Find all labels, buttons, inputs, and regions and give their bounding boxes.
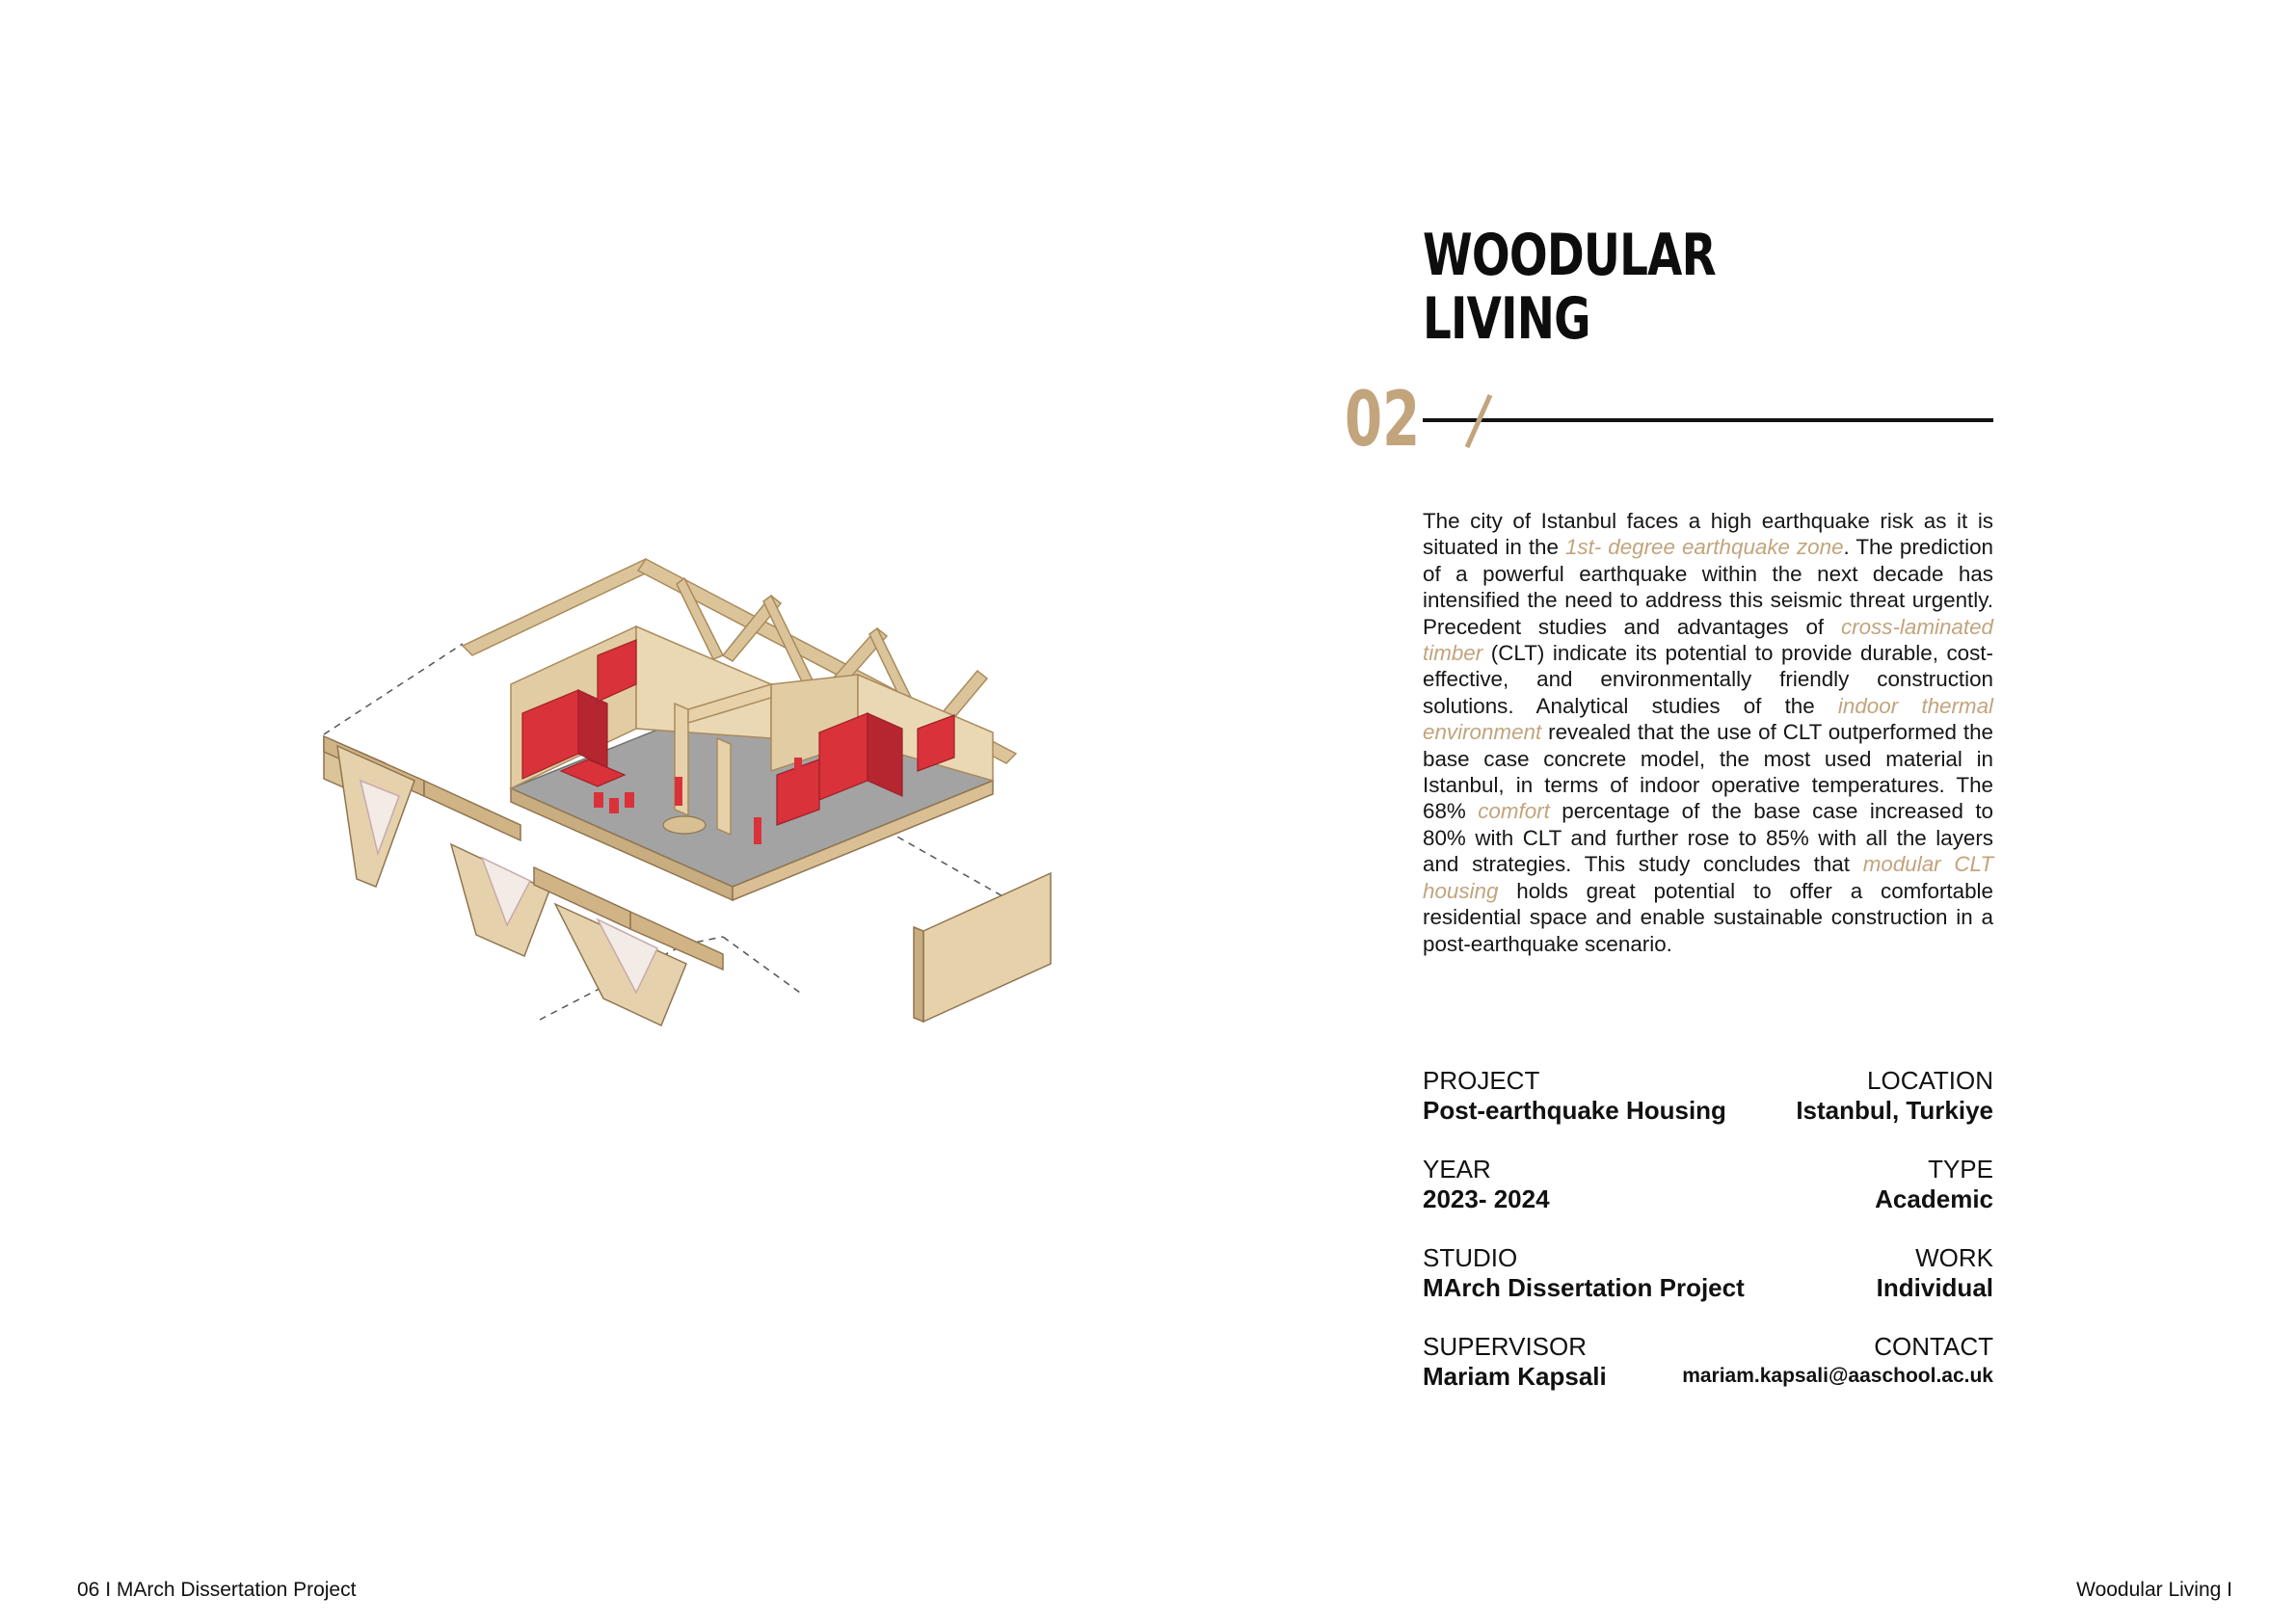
- description-text: (CLT) indicate its potential to provide durable, cost-effective, and environmentally friendly construction solutions. Analytical studies of the: [1423, 641, 1993, 718]
- studio-label: STUDIO: [1423, 1243, 1518, 1272]
- project-title: [1423, 224, 1716, 351]
- project-label: PROJECT: [1423, 1066, 1540, 1095]
- info-row-project: [1423, 1066, 1993, 1128]
- highlight-thermal-environment: indoor thermal environment: [1423, 693, 1994, 745]
- round-table: [663, 816, 706, 834]
- location-value: Istanbul, Turkiye: [1796, 1096, 1993, 1125]
- highlight-comfort: comfort: [1478, 799, 1550, 824]
- description-text: holds great potential to offer a comfortable residential space and enable sustainable construction in a post-earthquake scenario.: [1423, 878, 1993, 956]
- info-row-supervisor: [1423, 1332, 1993, 1394]
- title-line-2: LIVING: [1423, 285, 1590, 353]
- info-row-year: [1423, 1155, 1993, 1216]
- project-number: 02: [1345, 377, 1421, 464]
- supervisor-field: [1423, 1332, 1607, 1392]
- footer-project-label: Woodular Living I: [2076, 1579, 2232, 1601]
- year-field: [1423, 1155, 1550, 1214]
- project-field: [1423, 1066, 1726, 1126]
- highlight-earthquake-zone: 1st- degree earthquake zone: [1564, 535, 1844, 560]
- year-value: 2023- 2024: [1423, 1184, 1550, 1213]
- contact-label: CONTACT: [1874, 1332, 1993, 1361]
- description-text: . The prediction of a powerful earthquake within the next decade has intensified the need to address this seismic threat urgently. Precedent studies and advantages of: [1423, 535, 1993, 639]
- year-label: YEAR: [1423, 1155, 1491, 1184]
- footer-page-label: 06 I MArch Dissertation Project: [77, 1579, 357, 1601]
- project-value: Post-earthquake Housing: [1423, 1096, 1726, 1125]
- location-label: LOCATION: [1867, 1066, 1993, 1095]
- location-field: [1796, 1066, 1993, 1126]
- description-text: The city of Istanbul faces a high earthquake risk as it is situated in the: [1423, 509, 1993, 560]
- side-panel: [914, 873, 1051, 1022]
- axonometric-illustration: [318, 540, 1089, 1041]
- contact-field: [1682, 1332, 1993, 1392]
- highlight-modular-clt: modular CLT housing: [1423, 852, 1993, 903]
- description-text: revealed that the use of CLT outperformed the base case concrete model, the most used material in Istanbul, in terms of indoor operative temperatures. The 68%: [1423, 720, 1993, 824]
- type-label: TYPE: [1928, 1155, 1993, 1184]
- studio-value: MArch Dissertation Project: [1423, 1273, 1745, 1302]
- contact-email: mariam.kapsali@aaschool.ac.uk: [1682, 1365, 1993, 1387]
- type-value: Academic: [1875, 1184, 1993, 1213]
- work-field: [1877, 1243, 1993, 1303]
- work-value: Individual: [1876, 1273, 1993, 1302]
- title-line-1: WOODULAR: [1423, 222, 1716, 289]
- highlight-clt: cross-laminated timber: [1423, 614, 1993, 666]
- project-description: [1423, 508, 1993, 957]
- work-label: WORK: [1915, 1243, 1993, 1272]
- supervisor-value: Mariam Kapsali: [1423, 1362, 1607, 1391]
- studio-field: [1423, 1243, 1745, 1303]
- info-row-studio: [1423, 1243, 1993, 1305]
- supervisor-label: SUPERVISOR: [1423, 1332, 1588, 1361]
- title-divider: [1423, 389, 2001, 453]
- description-text: percentage of the base case increased to 80% with CLT and further rose to 85% with all the layers and strategies. This study concludes that: [1423, 799, 1993, 877]
- type-field: [1875, 1155, 1993, 1214]
